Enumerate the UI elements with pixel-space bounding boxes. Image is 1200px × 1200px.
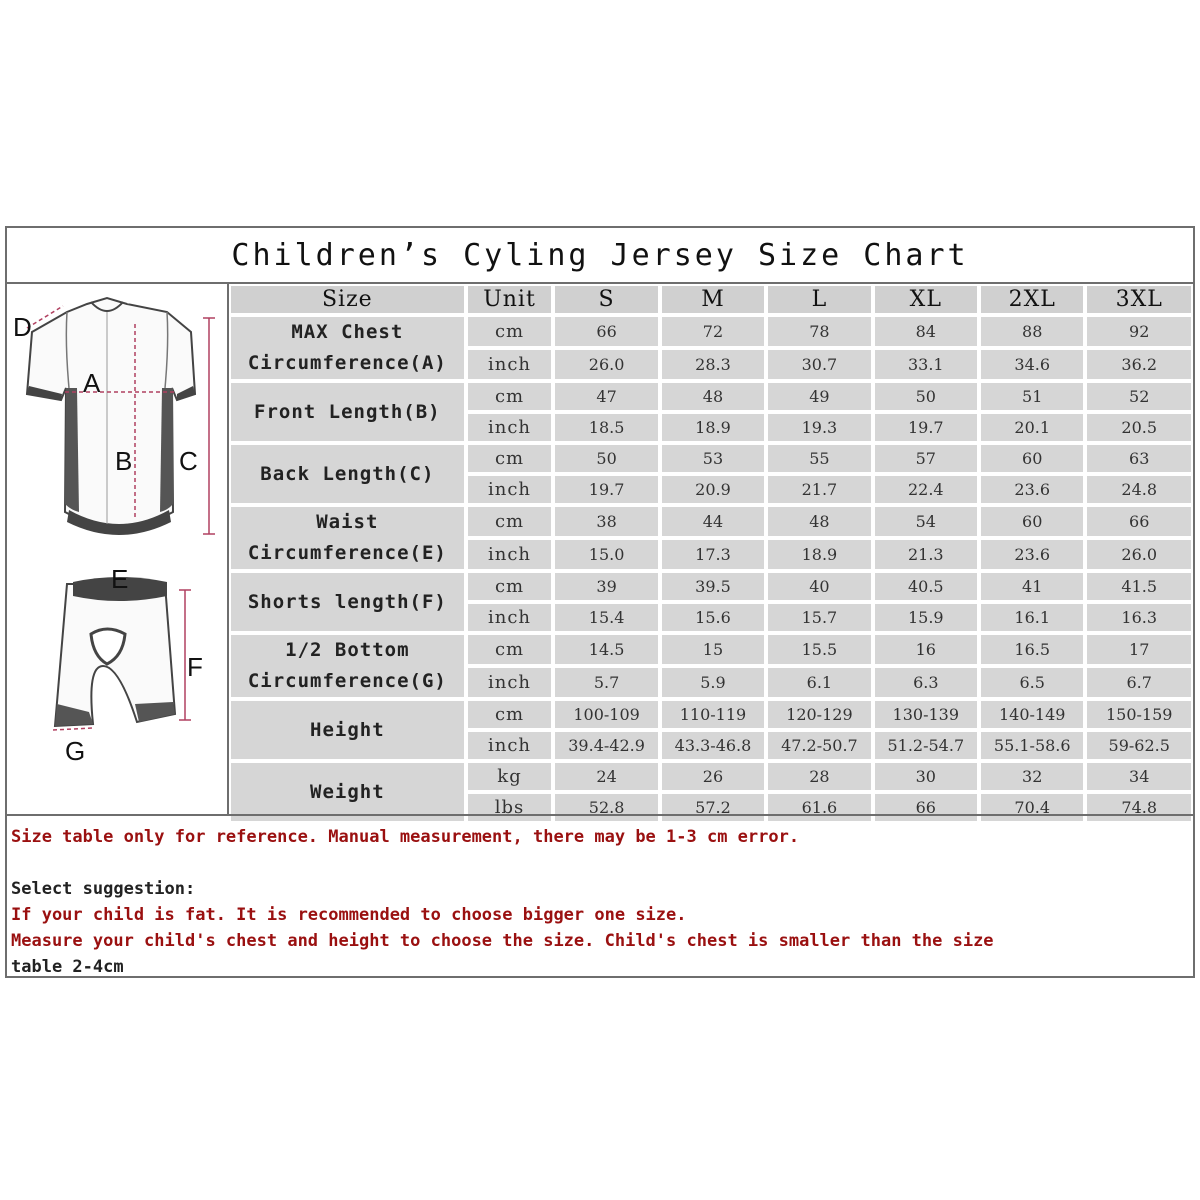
size-header: Size: [229, 284, 466, 315]
measurement-label: [229, 315, 466, 381]
value-cell: 16.1: [979, 602, 1085, 633]
value-cell: 72: [660, 315, 766, 348]
value-cell: 36.2: [1085, 348, 1193, 381]
size-column-header: 3XL: [1085, 284, 1193, 315]
value-cell: 33.1: [873, 348, 979, 381]
value-cell: 5.9: [660, 666, 766, 699]
value-cell: 26.0: [553, 348, 659, 381]
value-cell: 5.7: [553, 666, 659, 699]
unit-cell: cm: [466, 315, 554, 348]
value-cell: 34: [1085, 761, 1193, 792]
value-cell: 39: [553, 571, 659, 602]
chart-title: Children’s Cyling Jersey Size Chart: [231, 237, 969, 273]
measurement-row: [229, 633, 1193, 666]
measurement-label: [229, 505, 466, 571]
value-cell: 6.1: [766, 666, 872, 699]
value-cell: 57: [873, 443, 979, 474]
label-a: A: [83, 368, 101, 398]
notes-section: [7, 814, 1193, 976]
unit-cell: inch: [466, 666, 554, 699]
value-cell: 60: [979, 443, 1085, 474]
size-column-header: XL: [873, 284, 979, 315]
value-cell: 41: [979, 571, 1085, 602]
value-cell: 32: [979, 761, 1085, 792]
value-cell: 23.6: [979, 538, 1085, 571]
garment-figure-panel: [7, 284, 229, 814]
value-cell: 16.3: [1085, 602, 1193, 633]
value-cell: 15.9: [873, 602, 979, 633]
label-b: B: [115, 446, 133, 476]
unit-header: Unit: [466, 284, 554, 315]
value-cell: 52: [1085, 381, 1193, 412]
value-cell: 78: [766, 315, 872, 348]
value-cell: 66: [873, 792, 979, 823]
value-cell: 18.9: [766, 538, 872, 571]
value-cell: 48: [766, 505, 872, 538]
value-cell: 34.6: [979, 348, 1085, 381]
value-cell: 21.3: [873, 538, 979, 571]
value-cell: 6.3: [873, 666, 979, 699]
value-cell: 59-62.5: [1085, 730, 1193, 761]
value-cell: 74.8: [1085, 792, 1193, 823]
measurement-label-line: Weight: [310, 780, 385, 803]
value-cell: 41.5: [1085, 571, 1193, 602]
value-cell: 48: [660, 381, 766, 412]
value-cell: 40: [766, 571, 872, 602]
value-cell: 26: [660, 761, 766, 792]
value-cell: 15.6: [660, 602, 766, 633]
value-cell: 22.4: [873, 474, 979, 505]
value-cell: 24: [553, 761, 659, 792]
value-cell: 54: [873, 505, 979, 538]
value-cell: 47: [553, 381, 659, 412]
unit-cell: inch: [466, 730, 554, 761]
value-cell: 39.4-42.9: [553, 730, 659, 761]
value-cell: 55.1-58.6: [979, 730, 1085, 761]
value-cell: 51: [979, 381, 1085, 412]
suggestion-title: Select suggestion:: [11, 879, 196, 899]
value-cell: 20.1: [979, 412, 1085, 443]
value-cell: 53: [660, 443, 766, 474]
value-cell: 28.3: [660, 348, 766, 381]
value-cell: 40.5: [873, 571, 979, 602]
measurement-label-line: Waist: [316, 511, 379, 533]
unit-cell: cm: [466, 505, 554, 538]
value-cell: 23.6: [979, 474, 1085, 505]
value-cell: 140-149: [979, 699, 1085, 730]
label-c: C: [179, 446, 198, 476]
value-cell: 30.7: [766, 348, 872, 381]
measurement-row: [229, 761, 1193, 792]
value-cell: 44: [660, 505, 766, 538]
size-table: [229, 284, 1193, 823]
unit-cell: cm: [466, 633, 554, 666]
value-cell: 30: [873, 761, 979, 792]
size-column-header: M: [660, 284, 766, 315]
value-cell: 66: [553, 315, 659, 348]
measurement-row: [229, 699, 1193, 730]
value-cell: 18.5: [553, 412, 659, 443]
value-cell: 110-119: [660, 699, 766, 730]
unit-cell: inch: [466, 602, 554, 633]
value-cell: 19.7: [553, 474, 659, 505]
value-cell: 50: [873, 381, 979, 412]
measurement-label: [229, 571, 466, 633]
value-cell: 17.3: [660, 538, 766, 571]
unit-cell: cm: [466, 699, 554, 730]
value-cell: 43.3-46.8: [660, 730, 766, 761]
value-cell: 17: [1085, 633, 1193, 666]
value-cell: 28: [766, 761, 872, 792]
suggestion-line-1: If your child is fat. It is recommended to choose bigger one size.: [11, 905, 687, 925]
value-cell: 70.4: [979, 792, 1085, 823]
label-e: E: [111, 564, 129, 594]
measurement-label: [229, 699, 466, 761]
value-cell: 39.5: [660, 571, 766, 602]
value-cell: 51.2-54.7: [873, 730, 979, 761]
unit-cell: inch: [466, 348, 554, 381]
unit-cell: cm: [466, 443, 554, 474]
value-cell: 19.7: [873, 412, 979, 443]
measurement-row: [229, 505, 1193, 538]
measurement-row: [229, 571, 1193, 602]
value-cell: 50: [553, 443, 659, 474]
measurement-label: [229, 633, 466, 699]
value-cell: 49: [766, 381, 872, 412]
garment-diagram: [7, 284, 227, 814]
value-cell: 15.7: [766, 602, 872, 633]
value-cell: 47.2-50.7: [766, 730, 872, 761]
title-bar: [7, 228, 1193, 284]
value-cell: 38: [553, 505, 659, 538]
unit-cell: kg: [466, 761, 554, 792]
measurement-row: [229, 381, 1193, 412]
measurement-row: [229, 315, 1193, 348]
value-cell: 15.5: [766, 633, 872, 666]
value-cell: 88: [979, 315, 1085, 348]
value-cell: 21.7: [766, 474, 872, 505]
size-column-header: L: [766, 284, 872, 315]
measurement-label-line: Circumference(G): [247, 670, 447, 692]
unit-cell: inch: [466, 474, 554, 505]
measurement-label-line: MAX Chest: [291, 321, 404, 343]
value-cell: 55: [766, 443, 872, 474]
measurement-row: [229, 443, 1193, 474]
unit-cell: inch: [466, 538, 554, 571]
value-cell: 20.9: [660, 474, 766, 505]
unit-cell: cm: [466, 381, 554, 412]
size-chart-frame: [5, 226, 1195, 978]
value-cell: 57.2: [660, 792, 766, 823]
value-cell: 18.9: [660, 412, 766, 443]
value-cell: 120-129: [766, 699, 872, 730]
value-cell: 16: [873, 633, 979, 666]
reference-note: Size table only for reference. Manual measurement, there may be 1-3 cm error.: [11, 827, 800, 847]
header-row: [229, 284, 1193, 315]
value-cell: 14.5: [553, 633, 659, 666]
measurement-label-line: Height: [310, 718, 385, 741]
value-cell: 6.5: [979, 666, 1085, 699]
value-cell: 130-139: [873, 699, 979, 730]
value-cell: 61.6: [766, 792, 872, 823]
suggestion-line-2: Measure your child's chest and height to choose the size. Child's chest is smaller than the size: [11, 931, 994, 951]
measurement-label-line: Circumference(A): [247, 352, 447, 374]
suggestion-line-3: table 2-4cm: [11, 957, 124, 977]
label-f: F: [187, 652, 203, 682]
value-cell: 26.0: [1085, 538, 1193, 571]
measurement-label-line: Circumference(E): [247, 542, 447, 564]
value-cell: 6.7: [1085, 666, 1193, 699]
shorts-illustration: [53, 564, 203, 766]
value-cell: 150-159: [1085, 699, 1193, 730]
measurement-label: [229, 443, 466, 505]
measurement-label-line: Back Length(C): [260, 462, 435, 485]
value-cell: 15.0: [553, 538, 659, 571]
value-cell: 66: [1085, 505, 1193, 538]
value-cell: 52.8: [553, 792, 659, 823]
value-cell: 84: [873, 315, 979, 348]
value-cell: 15: [660, 633, 766, 666]
value-cell: 100-109: [553, 699, 659, 730]
value-cell: 16.5: [979, 633, 1085, 666]
unit-cell: lbs: [466, 792, 554, 823]
value-cell: 92: [1085, 315, 1193, 348]
measurement-label-line: 1/2 Bottom: [285, 639, 410, 661]
measurement-label-line: Front Length(B): [254, 400, 441, 423]
size-column-header: 2XL: [979, 284, 1085, 315]
measurement-label-line: Shorts length(F): [247, 590, 447, 613]
unit-cell: inch: [466, 412, 554, 443]
unit-cell: cm: [466, 571, 554, 602]
measurement-label: [229, 381, 466, 443]
jersey-illustration: [13, 298, 215, 535]
value-cell: 15.4: [553, 602, 659, 633]
value-cell: 60: [979, 505, 1085, 538]
size-column-header: S: [553, 284, 659, 315]
label-d: D: [13, 312, 32, 342]
value-cell: 20.5: [1085, 412, 1193, 443]
label-g: G: [65, 736, 86, 766]
value-cell: 63: [1085, 443, 1193, 474]
value-cell: 24.8: [1085, 474, 1193, 505]
value-cell: 19.3: [766, 412, 872, 443]
